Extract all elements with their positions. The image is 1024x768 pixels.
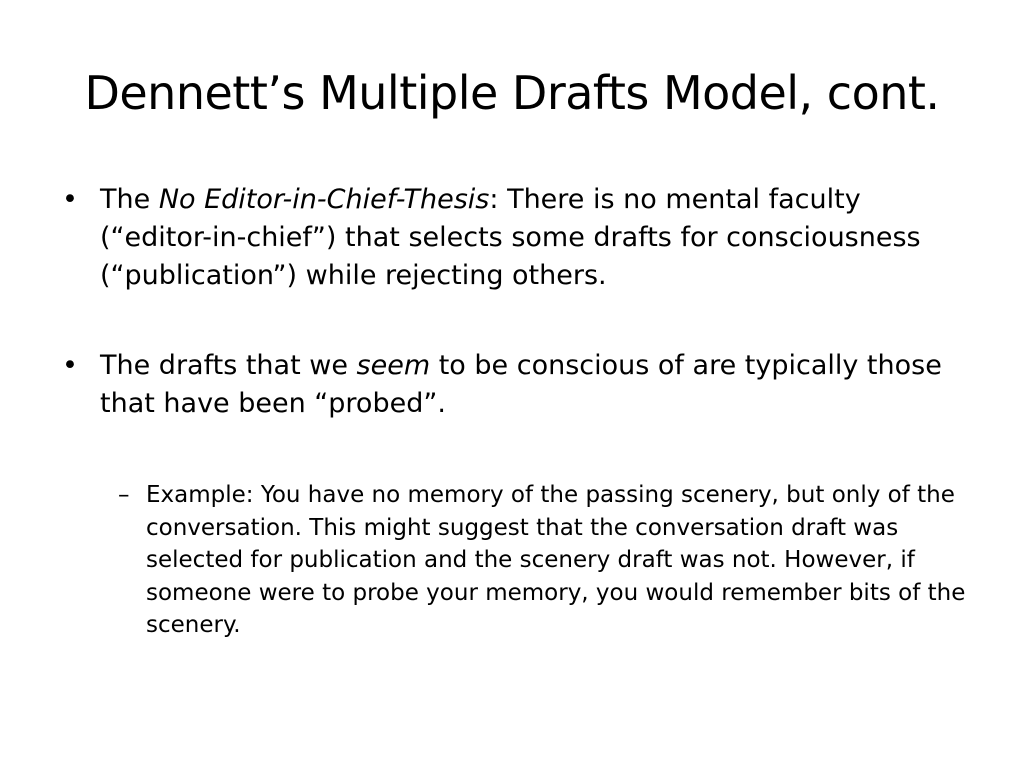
bullet-item: [62, 181, 972, 295]
bullet-item: [62, 347, 972, 423]
slide-title: Dennett’s Multiple Drafts Model, cont.: [84, 66, 940, 120]
bullet-marker: •: [62, 184, 78, 215]
bullet-text: [100, 181, 972, 295]
bullet-text: [100, 347, 972, 423]
bullet-emphasis: No Editor-in-Chief-Thesis: [158, 184, 490, 215]
bullet-suffix: to be conscious of are typically those that have been “probed”.: [100, 350, 942, 419]
bullet-emphasis: seem: [356, 350, 431, 381]
bullet-marker: •: [62, 350, 78, 381]
sub-bullet-text: Example: You have no memory of the passing scenery, but only of the conversation. This might suggest that the conversation draft was selected for publication and the scenery draft was not. However, if someone were to probe your memory, you would remember bits of the scenery.: [146, 482, 966, 638]
bullet-suffix: : There is no mental faculty (“editor-in-chief”) that selects some drafts for consciousness (“publication”) while rejecting others.: [100, 184, 921, 291]
sub-bullet-marker: –: [118, 482, 130, 508]
bullet-prefix: The drafts that we: [100, 350, 357, 381]
sub-bullet-item: [118, 479, 978, 642]
bullet-prefix: The: [100, 184, 159, 215]
